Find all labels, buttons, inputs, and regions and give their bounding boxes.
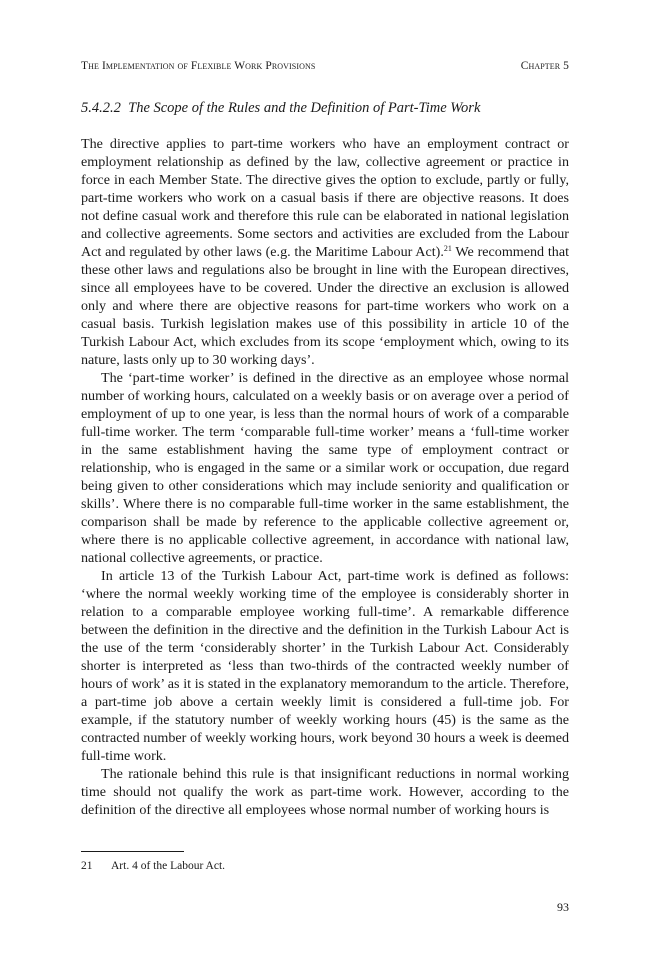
footnote-reference: 21 bbox=[443, 244, 452, 253]
section-number: 5.4.2.2 bbox=[81, 100, 121, 116]
section-heading bbox=[81, 100, 569, 117]
paragraph-1 bbox=[81, 135, 569, 369]
paragraph-1-text-start: The directive applies to part-time workers who have an employment contract or employment relationship as defined by the law, collective agreement or practice in force in each Member State. The directive gives the option to exclude, partly or fully, part-time workers who work on a casual basis if there are objective reasons. It does not define casual work and therefore this rule can be elaborated in national legislation and collective agreements. Some sectors and activities are excluded from the Labour Act and regulated by other laws (e.g. the Maritime Labour Act). bbox=[81, 136, 569, 260]
paragraph-2: The ‘part-time worker’ is defined in the directive as an employee whose normal number of working hours, calculated on a weekly basis or on average over a period of employment of up to one year, is less than the normal hours of work of a comparable full-time worker. The term ‘comparable full-time worker’ means a ‘full-time worker in the same establishment having the same type of employment contract or relationship, who is engaged in the same or a similar work or occupation, due regard being given to other considerations which may include seniority and qualification or skills’. Where there is no comparable full-time worker in the same establishment, the comparison shall be made by reference to the applicable collective agreement or, where there is no applicable collective agreement, in accordance with national law, national collective agreements, or practice. bbox=[81, 370, 569, 566]
footnote-text: Art. 4 of the Labour Act. bbox=[111, 860, 226, 872]
running-header bbox=[81, 60, 569, 72]
footnote-divider bbox=[81, 851, 184, 852]
paragraph-3: In article 13 of the Turkish Labour Act, part-time work is defined as follows: ‘where the normal weekly working time of the employee is considerably shorter in relation to a comparable employee working full-time’. A remarkable difference between the definition in the directive and the definition in the Turkish Labour Act is the use of the term ‘considerably shorter’ in the Turkish Labour Act. Considerably shorter is interpreted as ‘less than two-thirds of the contracted weekly number of hours of work’ as it is stated in the explanatory memorandum to the article. Therefore, a part-time job above a certain weekly limit is considered a full-time job. For example, if the statutory number of weekly working hours (45) is the same as the contracted number of weekly working hours, work beyond 30 hours a week is deemed full-time work. bbox=[81, 568, 569, 764]
paragraph-4: The rationale behind this rule is that insignificant reductions in normal working time should not qualify the work as part-time work. However, according to the definition of the directive all employees whose normal number of working hours is bbox=[81, 766, 569, 818]
footnote bbox=[81, 860, 569, 872]
running-header-chapter: Chapter 5 bbox=[520, 60, 569, 72]
page-number: 93 bbox=[557, 900, 569, 914]
running-header-title: The Implementation of Flexible Work Provisions bbox=[81, 60, 316, 72]
body-text bbox=[81, 135, 569, 819]
section-title: The Scope of the Rules and the Definition of Part-Time Work bbox=[128, 100, 481, 116]
paragraph-1-text-end: We recommend that these other laws and regulations also be brought in line with the European directives, since all employees have to be covered. Under the directive an exclusion is allowed only and where there are objective reasons for part-time workers who work on a casual basis. Turkish legislation makes use of this possibility in article 10 of the Turkish Labour Act, which excludes from its scope ‘employment which, owing to its nature, lasts only up to 30 working days’. bbox=[81, 244, 569, 368]
footnote-number: 21 bbox=[81, 860, 93, 872]
